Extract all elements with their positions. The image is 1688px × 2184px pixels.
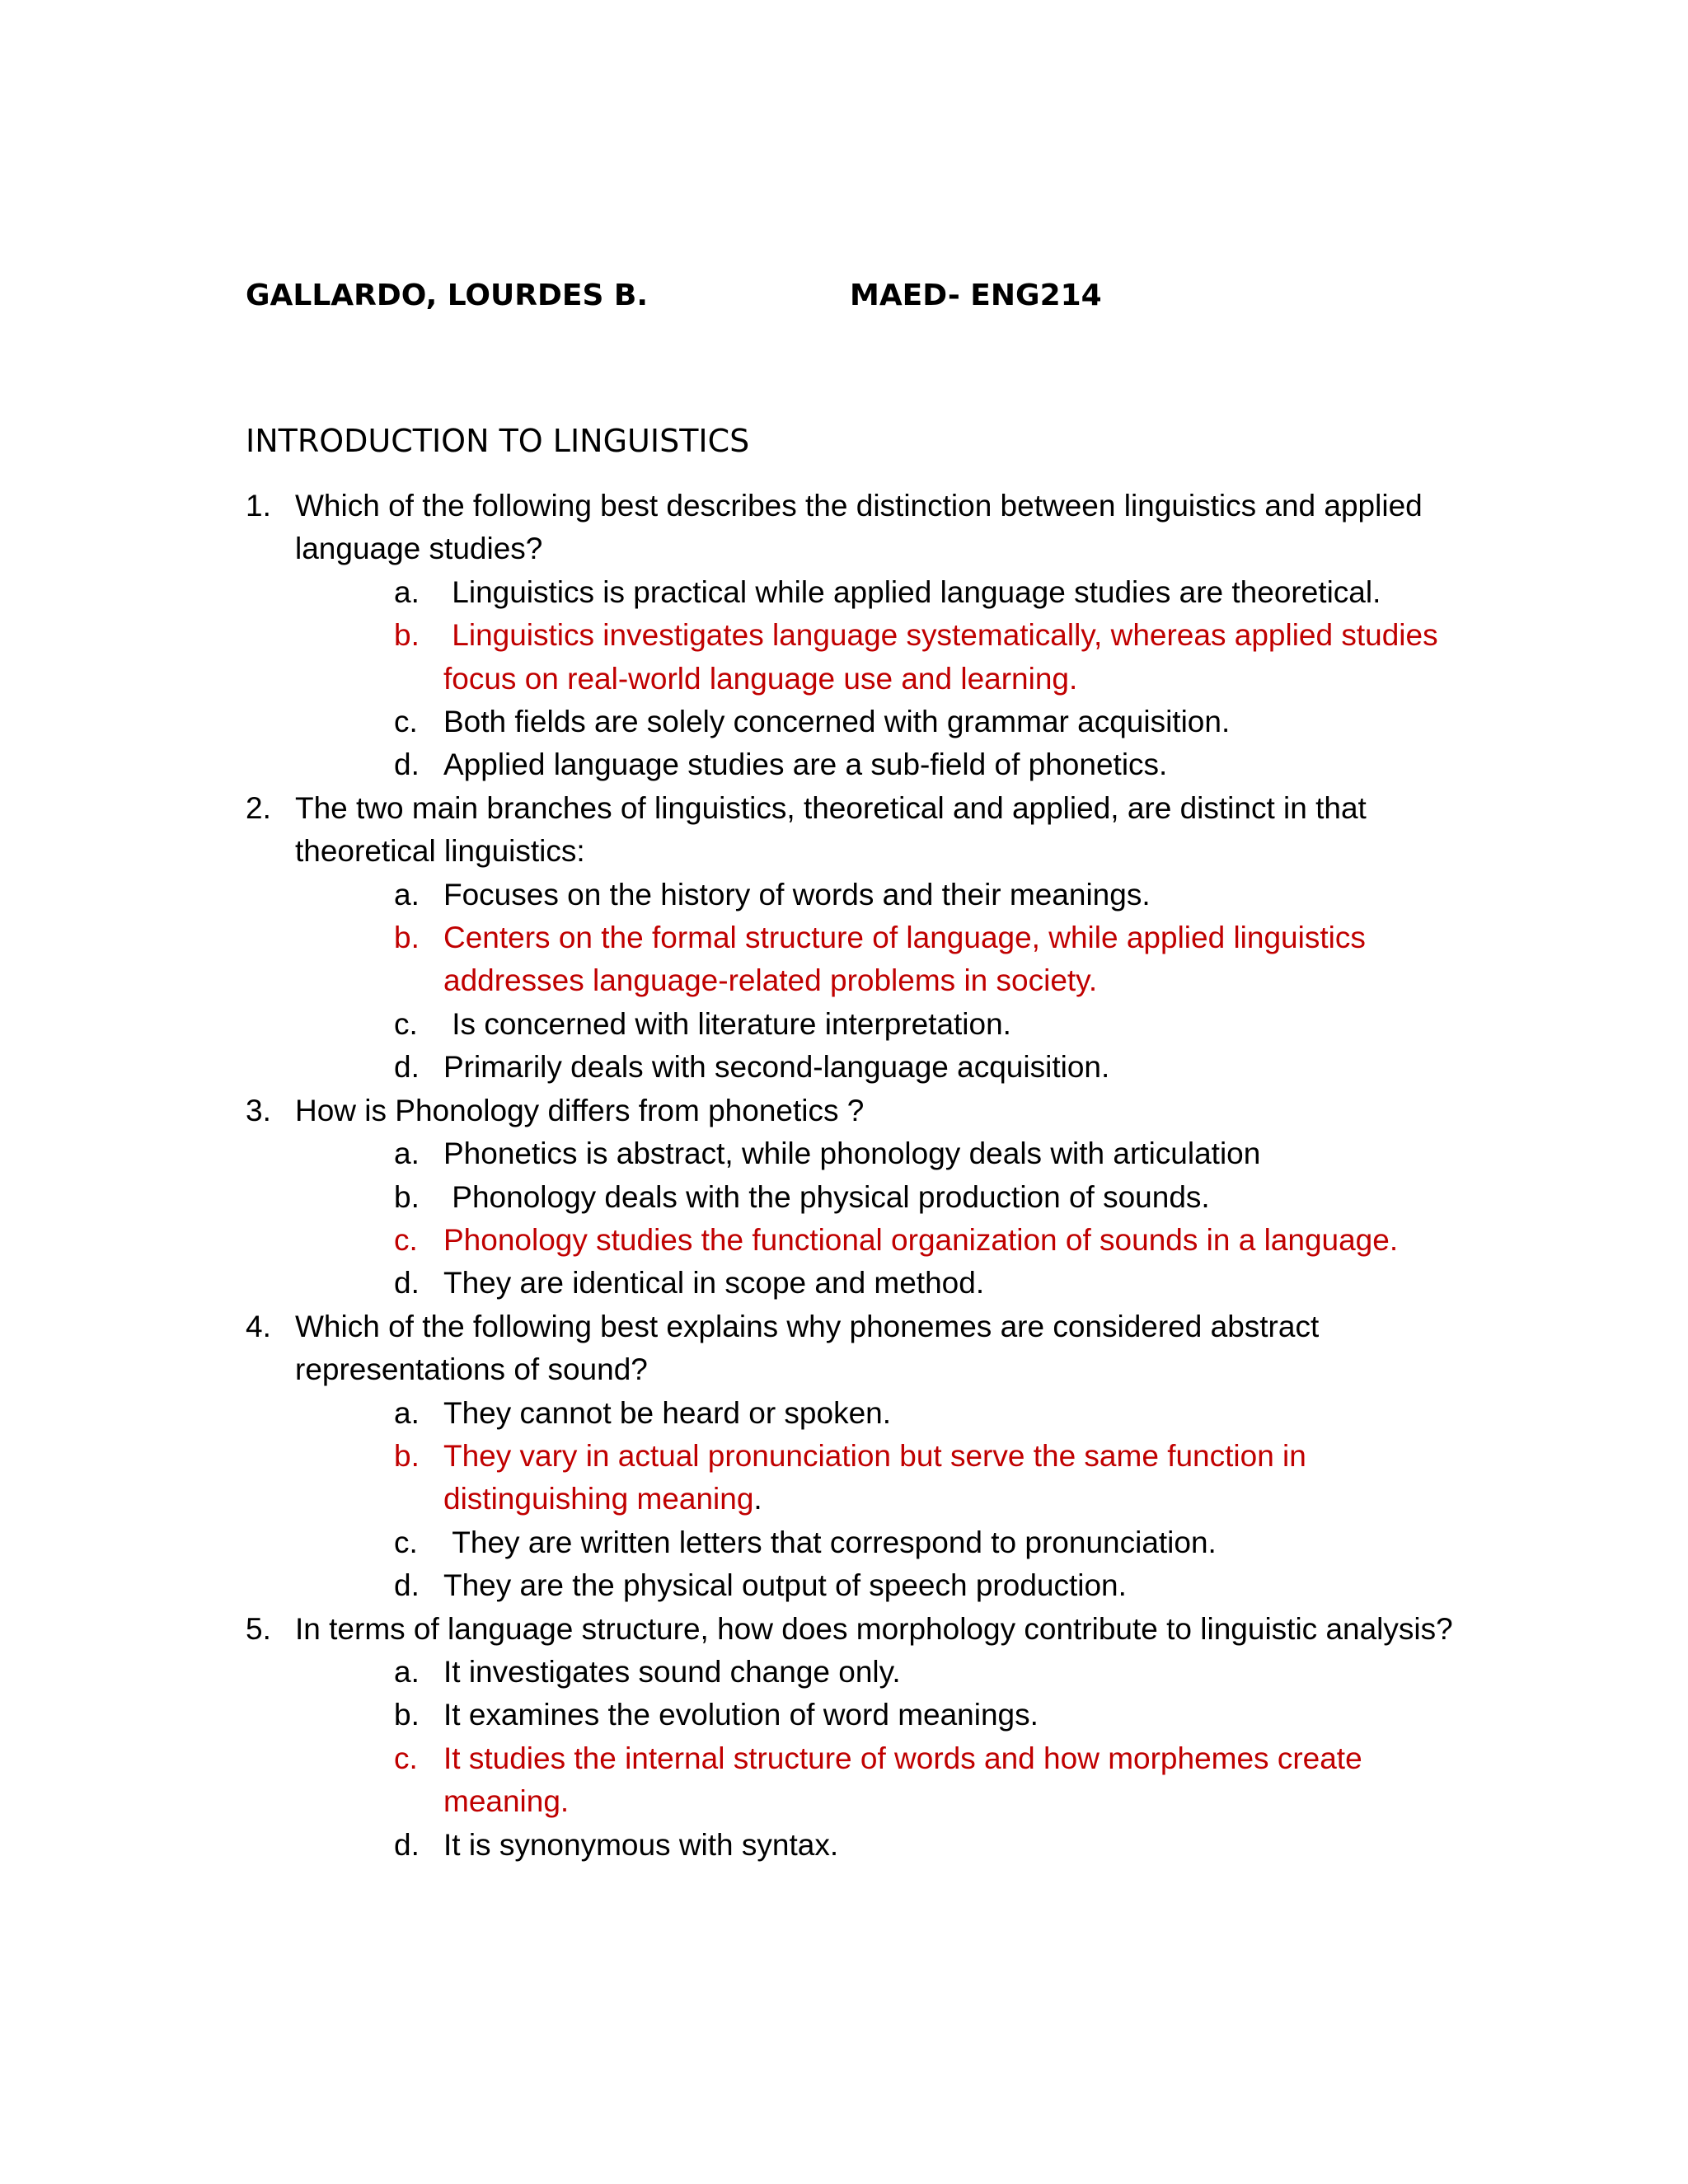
option-text: Linguistics is practical while applied language studies are theoretical. — [443, 574, 1381, 609]
answer-option — [295, 1003, 1482, 1046]
question-number: 1. — [246, 489, 271, 523]
option-letter: d. — [394, 1827, 420, 1862]
option-text: They vary in actual pronunciation but serve the same function in distinguishing meaning — [443, 1438, 1315, 1516]
option-letter: c. — [394, 1741, 418, 1775]
answer-option — [295, 1132, 1482, 1175]
option-text: Both fields are solely concerned with grammar acquisition. — [443, 705, 1231, 739]
option-letter: d. — [394, 1266, 420, 1301]
option-text: Phonetics is abstract, while phonology deals with articulation — [443, 1137, 1261, 1171]
option-letter: b. — [394, 1698, 420, 1732]
question-text: In terms of language structure, how does morphology contribute to linguistic analysis? — [295, 1611, 1453, 1646]
option-list — [295, 1132, 1482, 1305]
option-text: They cannot be heard or spoken. — [443, 1395, 892, 1430]
option-text: Focuses on the history of words and their meanings. — [443, 877, 1151, 912]
question-list — [246, 485, 1482, 1867]
answer-option-correct — [295, 614, 1482, 701]
option-text: Phonology studies the functional organization of sounds in a language. — [443, 1222, 1399, 1257]
question-number: 3. — [246, 1093, 271, 1127]
option-letter: a. — [394, 1395, 420, 1430]
question-number: 4. — [246, 1309, 271, 1343]
option-text: They are written letters that correspond to pronunciation. — [443, 1525, 1217, 1559]
question-text: Which of the following best explains why phonemes are considered abstract representations of sound? — [295, 1309, 1320, 1387]
answer-option — [295, 1651, 1482, 1694]
option-text: It studies the internal structure of words and how morphemes create meaning. — [443, 1741, 1371, 1819]
answer-option — [295, 1694, 1482, 1736]
answer-option — [295, 1521, 1482, 1564]
option-text: Applied language studies are a sub-field of phonetics. — [443, 748, 1168, 782]
answer-option — [295, 1176, 1482, 1219]
course-code: MAED- ENG214 — [850, 279, 1102, 312]
question-text: How is Phonology differs from phonetics ? — [295, 1093, 865, 1127]
option-letter: c. — [394, 705, 418, 739]
option-text: They are identical in scope and method. — [443, 1266, 985, 1301]
option-text: Phonology deals with the physical production of sounds. — [443, 1179, 1210, 1214]
question-item — [246, 787, 1482, 1090]
answer-option — [295, 874, 1482, 916]
option-letter: d. — [394, 1050, 420, 1085]
option-text: It investigates sound change only. — [443, 1654, 901, 1689]
question-text: Which of the following best describes the distinction between linguistics and applied language studies? — [295, 489, 1423, 566]
question-item — [246, 1608, 1482, 1867]
option-text: Centers on the formal structure of language, while applied linguistics addresses language-related problems in society. — [443, 921, 1375, 998]
answer-option — [295, 1392, 1482, 1435]
option-letter: b. — [394, 921, 420, 955]
answer-option — [295, 571, 1482, 614]
answer-option — [295, 1824, 1482, 1867]
option-letter: a. — [394, 1137, 420, 1171]
option-text: Primarily deals with second-language acquisition. — [443, 1050, 1110, 1085]
answer-option — [295, 1262, 1482, 1305]
option-letter: a. — [394, 877, 420, 912]
section-title: INTRODUCTION TO LINGUISTICS — [246, 423, 750, 459]
option-letter: b. — [394, 618, 420, 653]
answer-option — [295, 1046, 1482, 1089]
document-header — [246, 279, 1482, 320]
option-text: They are the physical output of speech production. — [443, 1568, 1127, 1603]
answer-option-correct — [295, 1219, 1482, 1262]
student-name: GALLARDO, LOURDES B. — [246, 279, 649, 312]
question-number: 2. — [246, 790, 271, 825]
option-letter: b. — [394, 1179, 420, 1214]
option-text: Linguistics investigates language systematically, whereas applied studies focus on real-world language use and learning. — [443, 618, 1447, 696]
answer-option-correct — [295, 1435, 1482, 1521]
option-list — [295, 1392, 1482, 1608]
option-letter: a. — [394, 1654, 420, 1689]
answer-option-correct — [295, 1737, 1482, 1824]
option-list — [295, 1651, 1482, 1867]
question-number: 5. — [246, 1611, 271, 1646]
option-letter: a. — [394, 574, 420, 609]
answer-option — [295, 1564, 1482, 1607]
option-text: Is concerned with literature interpretation. — [443, 1006, 1011, 1041]
option-text-suffix: . — [753, 1482, 762, 1516]
answer-option — [295, 743, 1482, 786]
option-list — [295, 571, 1482, 787]
option-text: It examines the evolution of word meanings. — [443, 1698, 1039, 1732]
option-letter: c. — [394, 1006, 418, 1041]
option-letter: b. — [394, 1438, 420, 1473]
answer-option — [295, 701, 1482, 743]
option-letter: d. — [394, 748, 420, 782]
option-letter: c. — [394, 1525, 418, 1559]
question-text: The two main branches of linguistics, theoretical and applied, are distinct in that theoretical linguistics: — [295, 790, 1367, 869]
question-item — [246, 485, 1482, 787]
option-text: It is synonymous with syntax. — [443, 1827, 839, 1862]
option-list — [295, 874, 1482, 1090]
question-item — [246, 1090, 1482, 1305]
option-letter: d. — [394, 1568, 420, 1603]
option-letter: c. — [394, 1222, 418, 1257]
question-item — [246, 1305, 1482, 1608]
answer-option-correct — [295, 916, 1482, 1003]
